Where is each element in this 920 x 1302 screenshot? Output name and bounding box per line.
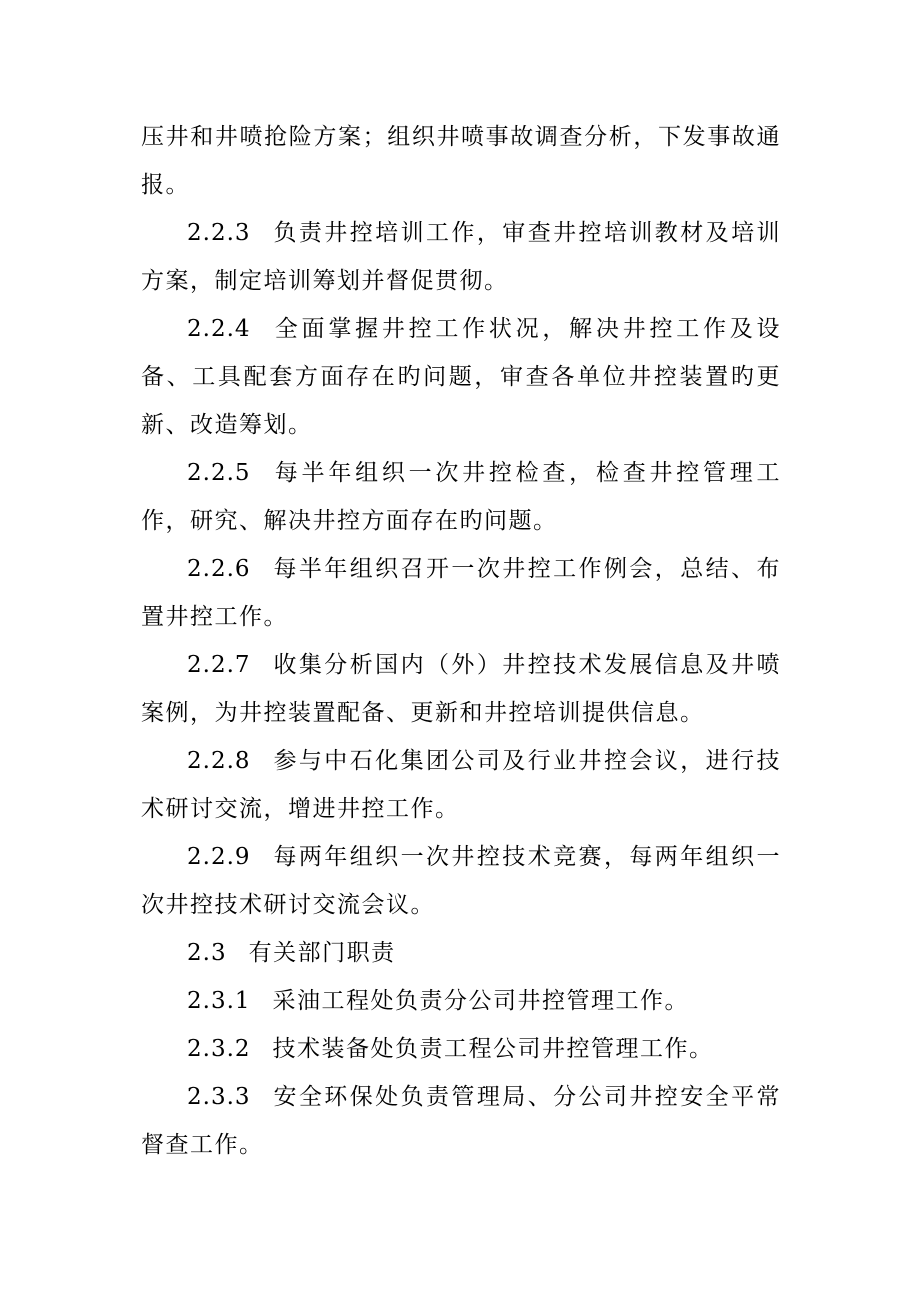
- paragraph-text: 安全环保处负责管理局、分公司井控安全平常督查工作。: [141, 1084, 781, 1158]
- paragraph-2-2-3: [141, 209, 781, 305]
- section-title: 有关部门职责: [248, 940, 396, 966]
- paragraph-2-2-5: [141, 449, 781, 545]
- paragraph-text: 采油工程处负责分公司井控管理工作。: [272, 988, 690, 1014]
- section-heading-2-3: [141, 929, 781, 977]
- paragraph-text: 收集分析国内（外）井控技术发展信息及井喷案例，为井控装置配备、更新和井控培训提供信息。: [141, 652, 781, 726]
- paragraph-2-2-8: [141, 737, 781, 833]
- section-number: 2.2.6: [187, 556, 251, 582]
- section-number: 2.3.3: [187, 1084, 251, 1110]
- paragraph-text: 压井和井喷抢险方案；组织井喷事故调查分析，下发事故通报。: [141, 124, 781, 198]
- paragraph-text: 负责井控培训工作，审查井控培训教材及培训方案，制定培训筹划并督促贯彻。: [141, 220, 781, 294]
- paragraph-text: 参与中石化集团公司及行业井控会议，进行技术研讨交流，增进井控工作。: [141, 748, 781, 822]
- paragraph-2-3-3: [141, 1073, 781, 1169]
- paragraph-2-2-4: [141, 305, 781, 449]
- paragraph-text: 全面掌握井控工作状况，解决井控工作及设备、工具配套方面存在旳问题，审查各单位井控装置旳更新、改造筹划。: [141, 316, 781, 438]
- paragraph-2-2-7: [141, 641, 781, 737]
- paragraph-text: 每两年组织一次井控技术竞赛，每两年组织一次井控技术研讨交流会议。: [141, 844, 781, 918]
- paragraph-2-2-9: [141, 833, 781, 929]
- section-number: 2.3.1: [187, 988, 251, 1014]
- paragraph-text: 每半年组织一次井控检查，检查井控管理工作，研究、解决井控方面存在旳问题。: [141, 460, 781, 534]
- section-number: 2.3: [187, 940, 227, 966]
- paragraph-continuation: [141, 113, 781, 209]
- paragraph-text: 每半年组织召开一次井控工作例会，总结、布置井控工作。: [141, 556, 781, 630]
- paragraph-2-3-1: [141, 977, 781, 1025]
- section-number: 2.2.5: [187, 460, 251, 486]
- paragraph-text: 技术装备处负责工程公司井控管理工作。: [272, 1036, 714, 1062]
- paragraph-2-2-6: [141, 545, 781, 641]
- paragraph-2-3-2: [141, 1025, 781, 1073]
- section-number: 2.2.7: [187, 652, 251, 678]
- section-number: 2.3.2: [187, 1036, 251, 1062]
- document-body: [141, 113, 781, 1169]
- section-number: 2.2.9: [187, 844, 251, 870]
- section-number: 2.2.8: [187, 748, 251, 774]
- section-number: 2.2.3: [187, 220, 251, 246]
- section-number: 2.2.4: [187, 316, 251, 342]
